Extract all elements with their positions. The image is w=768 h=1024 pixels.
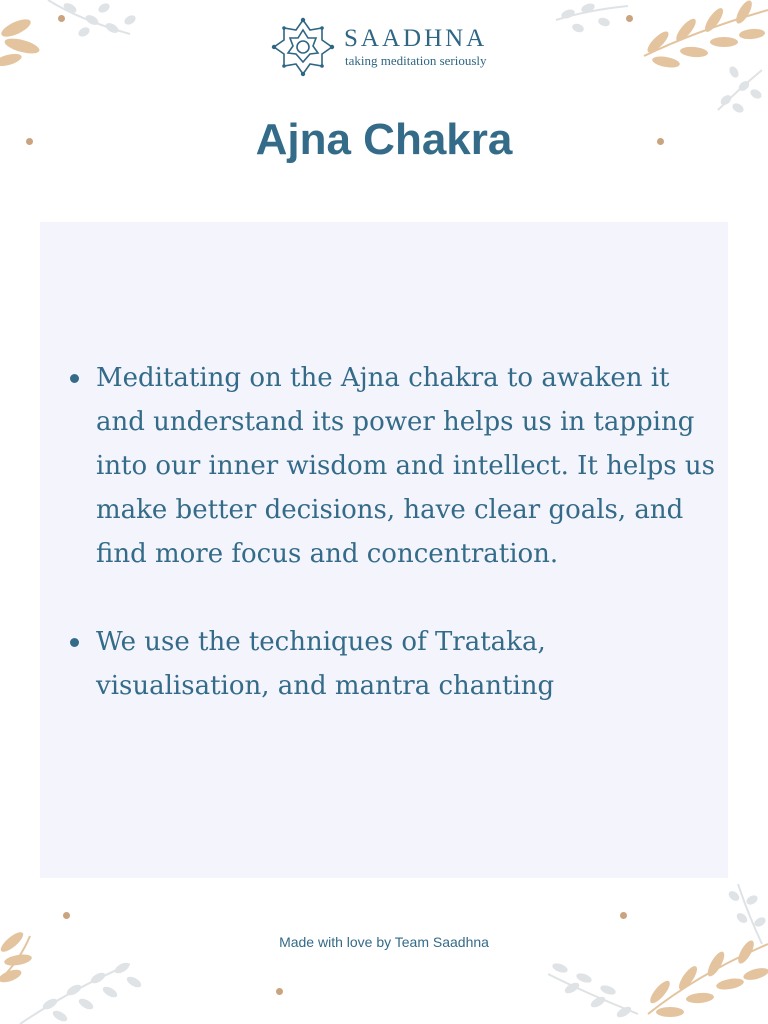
bullet-icon bbox=[70, 638, 79, 647]
bullet-icon bbox=[70, 374, 79, 383]
list-item bbox=[96, 620, 718, 708]
lotus-icon bbox=[270, 16, 336, 78]
brand-name: SAADHNA bbox=[344, 25, 488, 52]
top-left-leaf-decoration bbox=[0, 0, 160, 80]
bullet-text: We use the techniques of Trataka, visualisation, and mantra chanting bbox=[96, 627, 555, 701]
decor-dot bbox=[58, 15, 65, 22]
content-panel bbox=[40, 222, 728, 878]
bottom-right-leaf-decoration bbox=[548, 884, 768, 1024]
footer-credit: Made with love by Team Saadhna bbox=[279, 934, 489, 950]
decor-dot bbox=[626, 15, 633, 22]
bullet-text: Meditating on the Ajna chakra to awaken it and understand its power helps us in tapping into our inner wisdom and intellect. It helps us make better decisions, have clear goals, and find more focus and concentration. bbox=[96, 363, 715, 569]
decor-dot bbox=[276, 988, 283, 995]
brand-logo bbox=[270, 14, 510, 80]
decor-dot bbox=[63, 912, 70, 919]
brand-tagline: taking meditation seriously bbox=[345, 53, 487, 68]
list-item bbox=[96, 356, 718, 576]
bullet-list bbox=[96, 356, 718, 708]
top-right-leaf-decoration bbox=[548, 0, 768, 120]
page-title: Ajna Chakra bbox=[255, 115, 513, 164]
decor-dot bbox=[620, 912, 627, 919]
